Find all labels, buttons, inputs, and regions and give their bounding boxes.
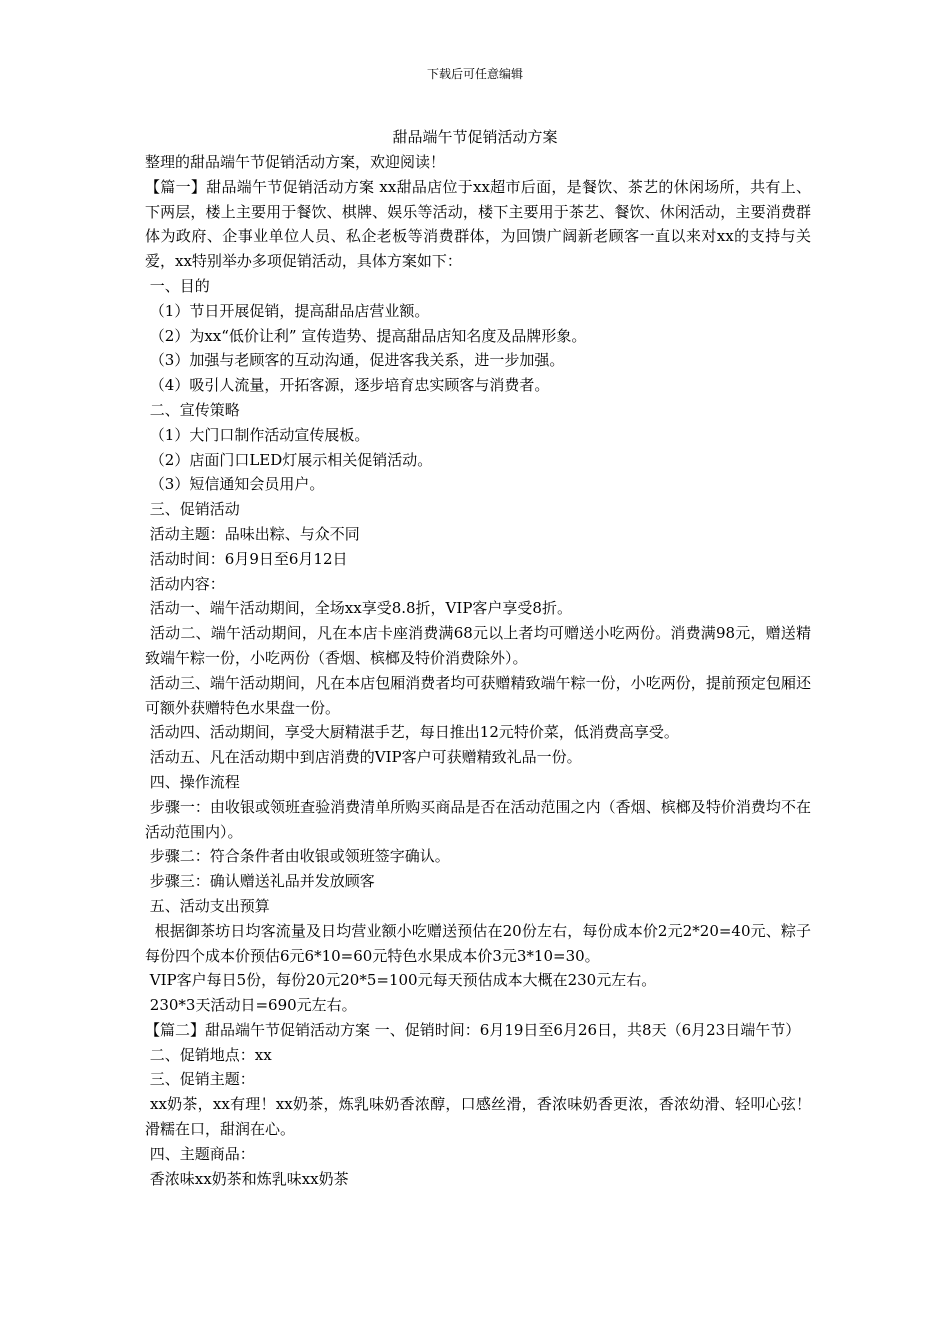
body-paragraph: 四、主题商品： <box>145 1144 255 1163</box>
body-paragraph: 活动五、凡在活动期中到店消费的VIP客户可获赠精致礼品一份。 <box>145 748 582 767</box>
body-paragraph: 步骤二：符合条件者由收银或领班签字确认。 <box>145 847 450 866</box>
body-paragraph: 活动内容： <box>145 574 225 593</box>
body-paragraph: 三、促销主题： <box>145 1070 255 1089</box>
body-paragraph: xx奶茶，xx有理！xx奶茶，炼乳味奶香浓醇，口感丝滑，香浓味奶香更浓，香浓幼滑、轻叩心弦！滑糯在口，甜润在心。 <box>145 1095 811 1139</box>
body-paragraph: VIP客户每日5份，每份20元20*5=100元每天预估成本大概在230元左右。 <box>145 971 657 990</box>
body-paragraph: （2）为xx“低价让利” 宣传造势、提高甜品店知名度及品牌形象。 <box>145 326 587 345</box>
body-paragraph: 根据御茶坊日均客流量及日均营业额小吃赠送预估在20份左右，每份成本价2元2*20=40元、粽子每份四个成本价预估6元6*10=60元特色水果成本价3元3*10=30。 <box>145 921 812 965</box>
body-paragraph: 五、活动支出预算 <box>145 896 270 915</box>
body-paragraph: 三、促销活动 <box>145 500 240 519</box>
body-paragraph: 活动三、端午活动期间，凡在本店包厢消费者均可获赠精致端午粽一份，小吃两份，提前预定包厢还可额外获赠特色水果盘一份。 <box>145 673 811 717</box>
body-paragraph: （2）店面门口LED灯展示相关促销活动。 <box>145 450 433 469</box>
header-note: 下载后可任意编辑 <box>426 67 523 81</box>
body-paragraph: 步骤一：由收银或领班查验消费清单所购买商品是否在活动范围之内（香烟、槟榔及特价消费均不在活动范围内）。 <box>145 797 811 841</box>
body-paragraph: （3）短信通知会员用户。 <box>145 475 325 494</box>
document-body <box>145 150 811 1191</box>
body-paragraph: （4）吸引人流量，开拓客源，逐步培育忠实顾客与消费者。 <box>145 376 550 395</box>
body-paragraph: 230*3天活动日=690元左右。 <box>145 996 357 1015</box>
body-paragraph: 四、操作流程 <box>145 772 240 791</box>
body-paragraph: 活动二、端午活动期间，凡在本店卡座消费满68元以上者均可赠送小吃两份。消费满98元，赠送精致端午粽一份，小吃两份（香烟、槟榔及特价消费除外）。 <box>145 624 811 667</box>
body-paragraph: 二、宣传策略 <box>145 400 240 419</box>
body-paragraph: 【篇二】甜品端午节促销活动方案 一、促销时间：6月19日至6月26日，共8天（6月23日端午节） <box>145 1020 801 1039</box>
body-paragraph: 活动一、端午活动期间，全场xx享受8.8折，VIP客户享受8折。 <box>145 599 572 618</box>
body-paragraph: 活动时间：6月9日至6月12日 <box>145 549 348 568</box>
document-title: 甜品端午节促销活动方案 <box>392 128 558 146</box>
body-paragraph: 活动主题：品味出粽、与众不同 <box>145 524 360 543</box>
body-paragraph: 香浓味xx奶茶和炼乳味xx奶茶 <box>145 1169 349 1188</box>
body-paragraph: 二、促销地点：xx <box>145 1045 272 1064</box>
body-paragraph: （1）大门口制作活动宣传展板。 <box>145 425 370 444</box>
body-paragraph: 步骤三：确认赠送礼品并发放顾客 <box>145 872 375 891</box>
body-paragraph: 【篇一】甜品端午节促销活动方案 xx甜品店位于xx超市后面，是餐饮、茶艺的休闲场所，共有上、下两层，楼上主要用于餐饮、棋牌、娱乐等活动，楼下主要用于茶艺、餐饮、休闲活动，主要消费群体为政府、企事业单位人员、私企老板等消费群体，为回馈广阔新老顾客一直以来对xx的支持与关爱，xx特别举办多项促销活动，具体方案如下： <box>145 177 811 271</box>
body-paragraph: 活动四、活动期间，享受大厨精湛手艺，每日推出12元特价菜，低消费高享受。 <box>145 723 679 742</box>
body-paragraph: 一、目的 <box>145 276 210 295</box>
body-paragraph: （3）加强与老顾客的互动沟通，促进客我关系，进一步加强。 <box>145 351 565 370</box>
body-paragraph: （1）节日开展促销，提高甜品店营业额。 <box>145 301 430 320</box>
body-paragraph: 整理的甜品端午节促销活动方案，欢迎阅读！ <box>145 153 446 171</box>
